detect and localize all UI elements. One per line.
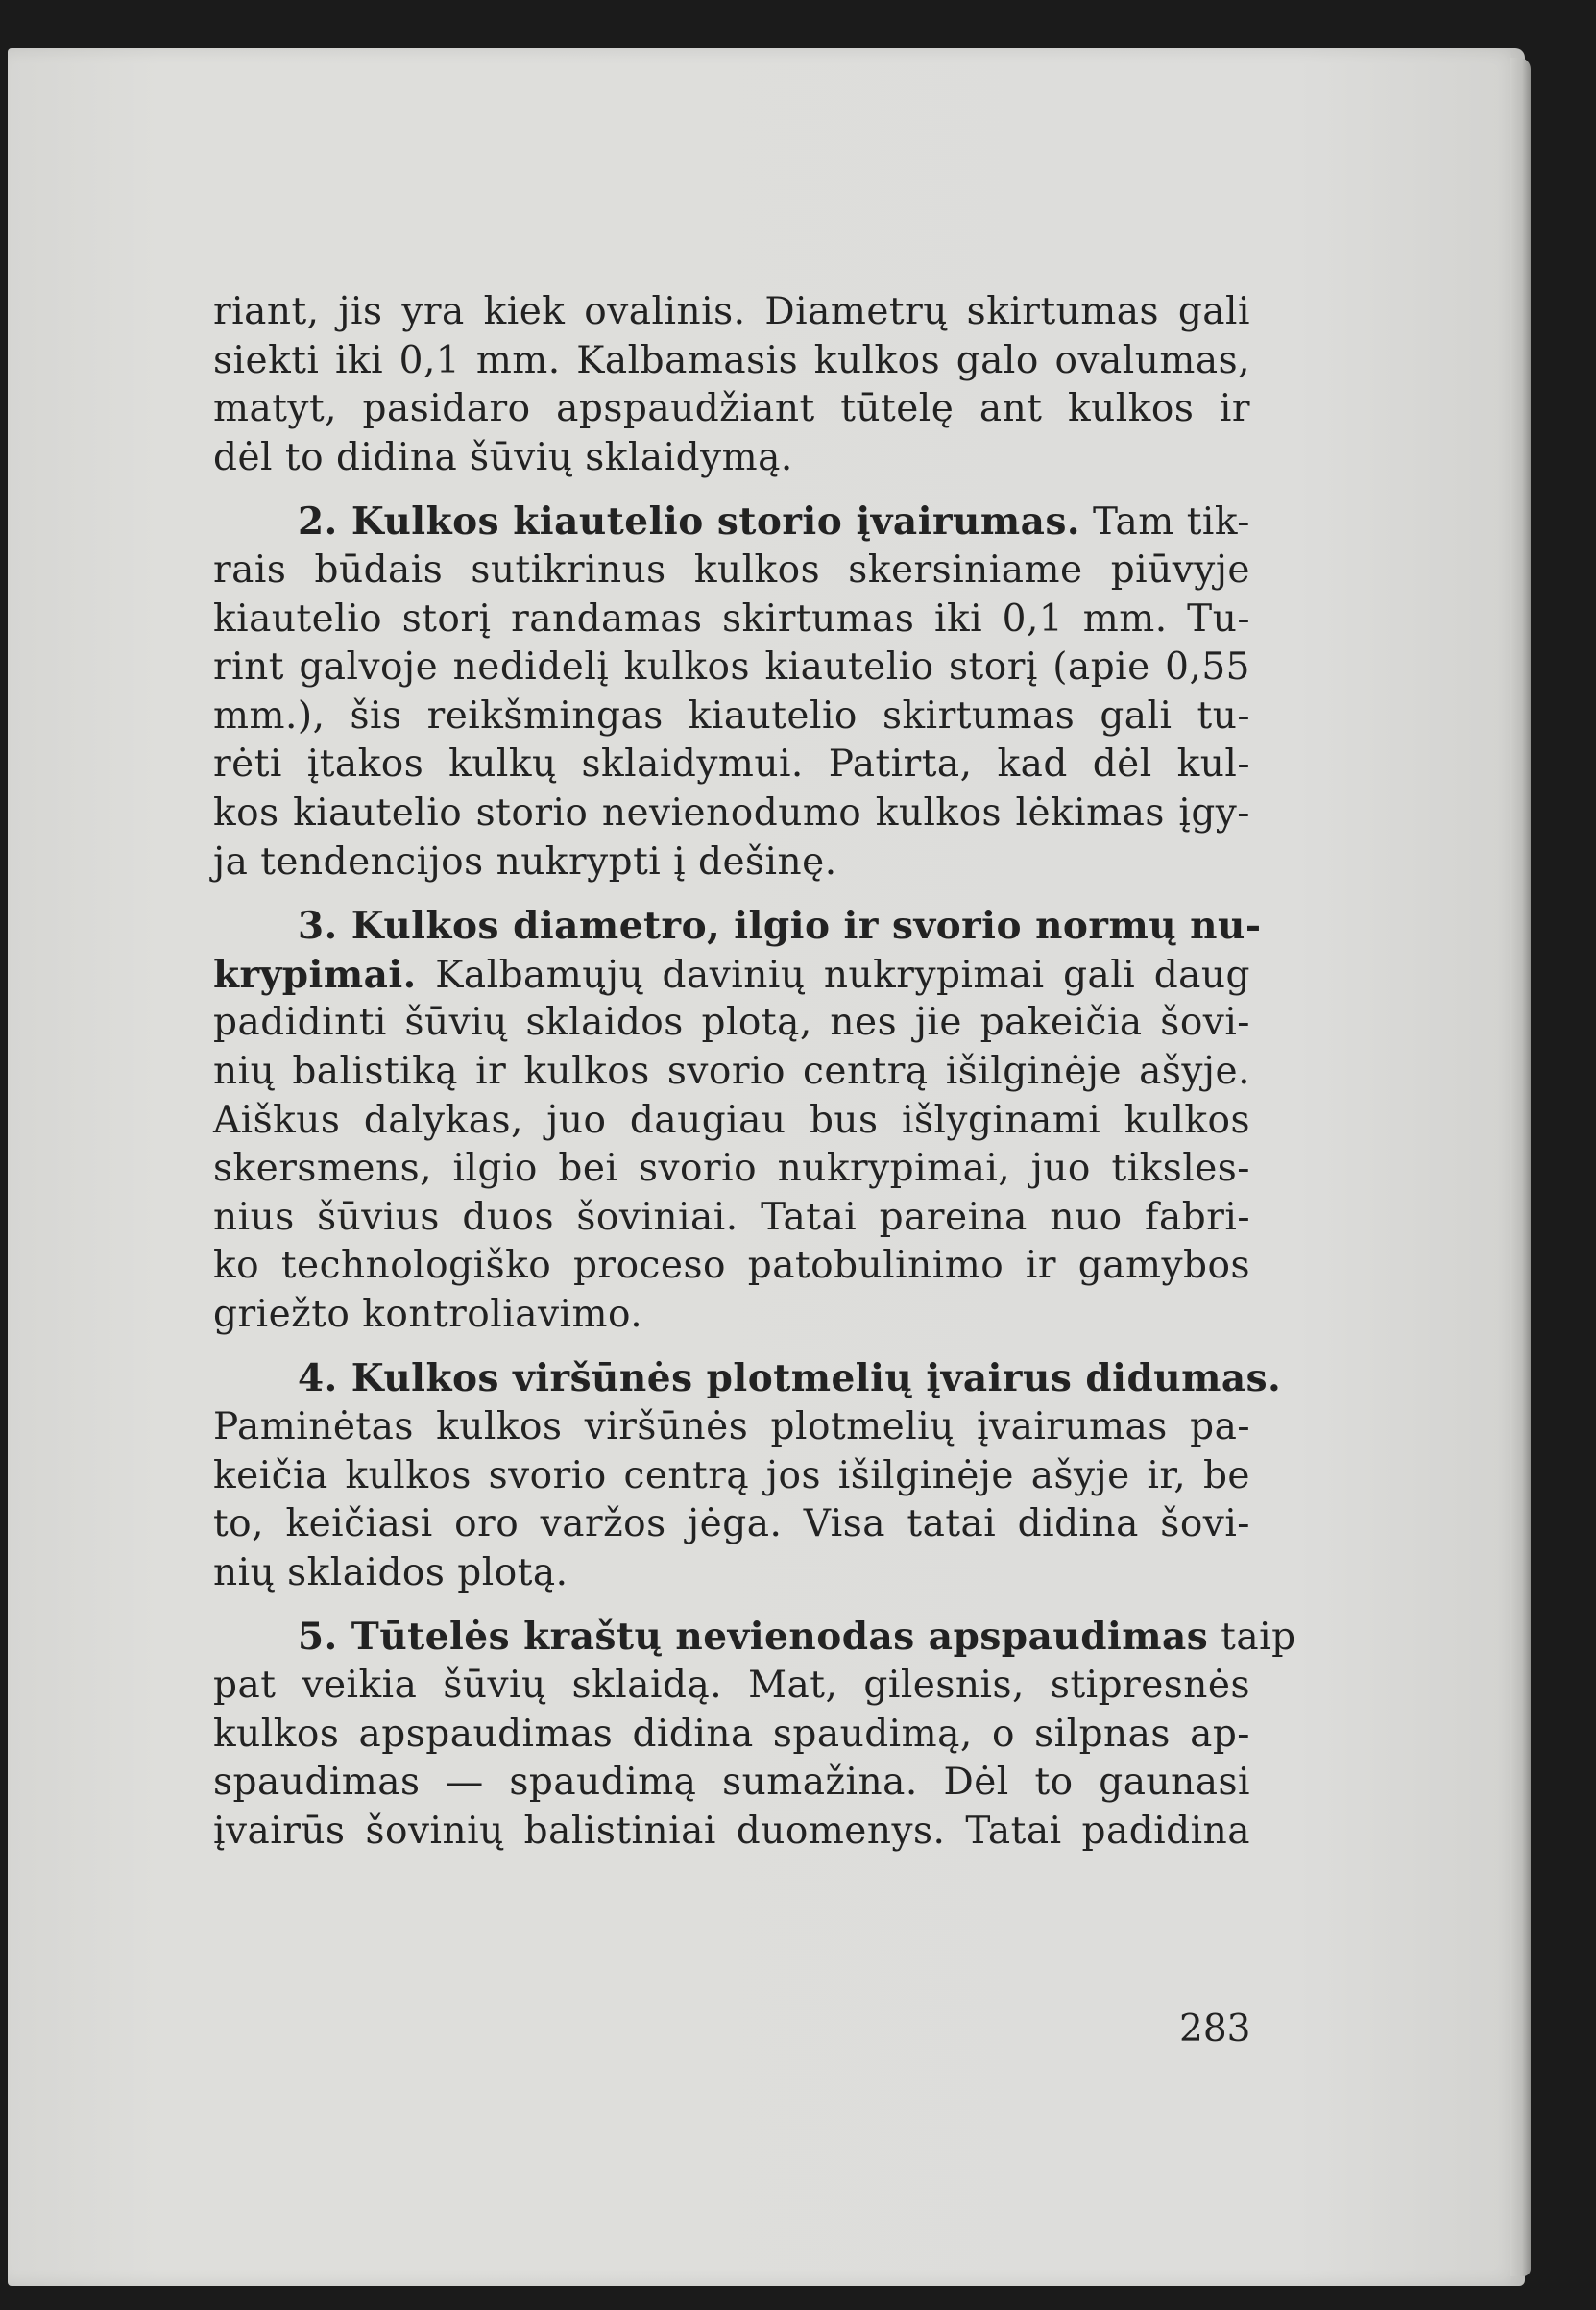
text-line: keičia kulkos svorio centrą jos išilginėje ašyje ir, be xyxy=(213,1453,1250,1497)
section-heading: 2. Kulkos kiautelio storio įvairumas. xyxy=(298,499,1080,545)
text-line: skersmens, ilgio bei svorio nukrypimai, juo tiksles- xyxy=(213,1147,1250,1191)
section-heading: 3. Kulkos diametro, ilgio ir svorio normų nu- xyxy=(298,904,1262,949)
text-line: siekti iki 0,1 mm. Kalbamasis kulkos galo ovalumas, xyxy=(213,338,1250,382)
text-line: įvairūs šovinių balistiniai duomenys. Tatai padidina xyxy=(213,1809,1250,1853)
text-line: to, keičiasi oro varžos jėga. Visa tatai didina šovi- xyxy=(213,1502,1250,1546)
text-line: rėti įtakos kulkų sklaidymui. Patirta, kad dėl kul- xyxy=(213,742,1250,787)
text-line: spaudimas — spaudimą sumažina. Dėl to gaunasi xyxy=(213,1761,1250,1805)
text-line: dėl to didina šūvių sklaidymą. xyxy=(213,435,793,479)
paragraph-first-line xyxy=(213,498,1250,547)
text-line: nių balistiką ir kulkos svorio centrą išilginėje ašyje. xyxy=(213,1049,1250,1093)
text-line: kos kiautelio storio nevienodumo kulkos lėkimas įgy- xyxy=(213,790,1250,835)
section-heading: 4. Kulkos viršūnės plotmelių įvairus didumas. xyxy=(298,1356,1282,1401)
text-line: riant, jis yra kiek ovalinis. Diametrų skirtumas gali xyxy=(213,290,1250,333)
text-line: ja tendencijos nukrypti į dešinę. xyxy=(213,839,837,884)
text-line: mm.), šis reikšmingas kiautelio skirtumas gali tu- xyxy=(213,693,1250,738)
text-line: nių sklaidos plotą. xyxy=(213,1550,568,1594)
text-line: rais būdais sutikrinus kulkos skersiniame piūvyje xyxy=(213,547,1250,592)
body-text xyxy=(213,288,1296,1856)
section-heading-continued: krypimai. xyxy=(213,952,417,997)
text-run: taip xyxy=(1208,1616,1296,1660)
paragraph-first-line xyxy=(213,1354,1282,1403)
text-line: rint galvoje nedidelį kulkos kiautelio storį (apie 0,55 xyxy=(213,645,1250,690)
text-line: kiautelio storį randamas skirtumas iki 0,1 mm. Tu- xyxy=(213,596,1250,641)
text-run: Tam tik- xyxy=(1079,500,1250,545)
text-line: pat veikia šūvių sklaidą. Mat, gilesnis, stipresnės xyxy=(213,1664,1250,1708)
text-line: padidinti šūvių sklaidos plotą, nes jie pakeičia šovi- xyxy=(213,1001,1250,1045)
paragraph-first-line xyxy=(213,1613,1296,1662)
text-line: ko technologiško proceso patobulinimo ir gamybos xyxy=(213,1244,1250,1288)
text-run: Kalbamųjų davinių nukrypimai gali daug xyxy=(416,953,1250,997)
text-line xyxy=(213,951,1250,1000)
text-line: matyt, pasidaro apspaudžiant tūtelę ant kulkos ir xyxy=(213,387,1250,431)
text-line: nius šūvius duos šoviniai. Tatai pareina nuo fabri- xyxy=(213,1195,1250,1239)
paragraph-first-line xyxy=(213,902,1262,951)
text-line: griežto kontroliavimo. xyxy=(213,1292,643,1336)
page-edge xyxy=(1510,58,1531,2276)
text-line: kulkos apspaudimas didina spaudimą, o silpnas ap- xyxy=(213,1712,1250,1756)
text-line: Paminėtas kulkos viršūnės plotmelių įvairumas pa- xyxy=(213,1405,1250,1449)
text-line: Aiškus dalykas, juo daugiau bus išlyginami kulkos xyxy=(213,1098,1250,1142)
page-number: 283 xyxy=(1179,2007,1251,2051)
section-heading: 5. Tūtelės kraštų nevienodas apspaudimas xyxy=(298,1615,1209,1660)
